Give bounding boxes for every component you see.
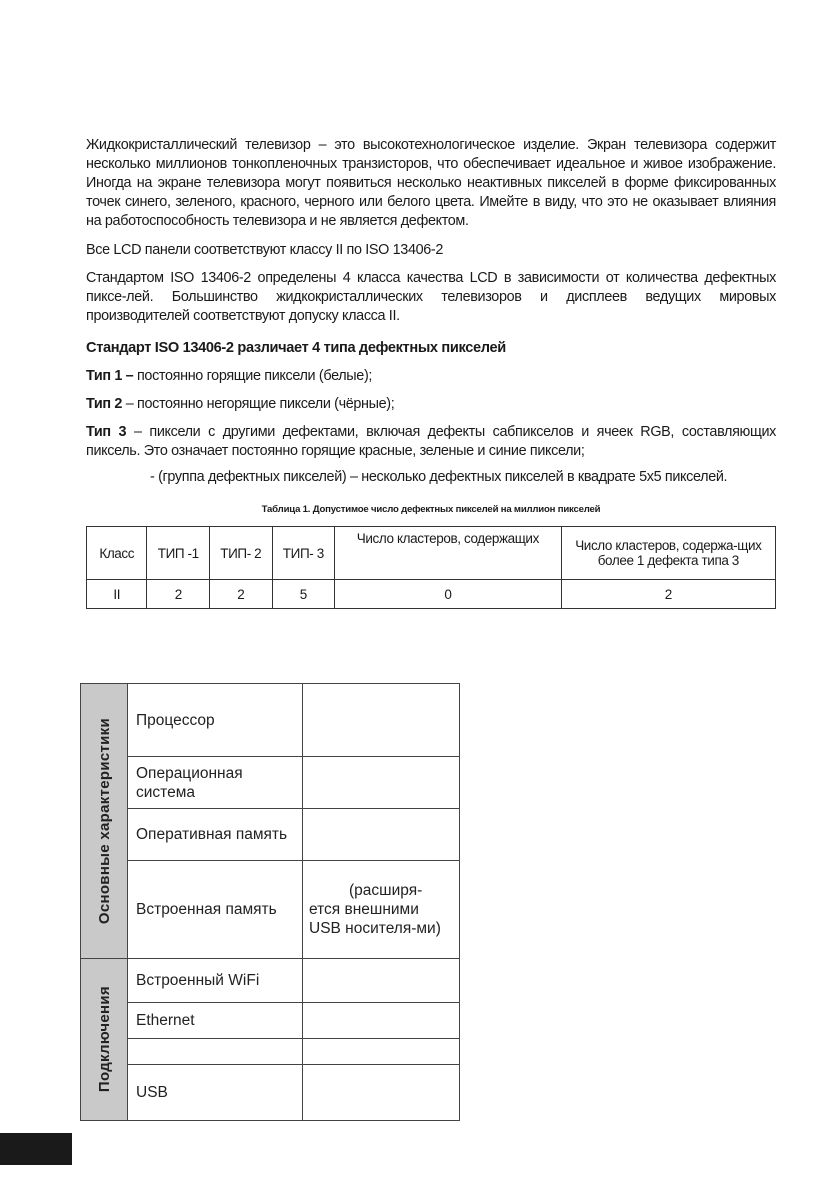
specs-table: [80, 683, 460, 1121]
col-type2: ТИП- 2: [210, 527, 273, 580]
type-3-text: – пиксели с другими дефектами, включая дефекты сабпикселов и ячеек RGB, составляющих пиксель. Это означает постоянно горящие красные, зеленые и синие пиксели;: [86, 424, 776, 459]
defect-types-heading: [86, 339, 776, 358]
type-3-item: [86, 423, 776, 461]
cell-type2: 2: [210, 580, 273, 609]
standard-paragraph: [86, 269, 776, 326]
spec-label: Оперативная память: [128, 809, 303, 861]
spec-row-empty: [81, 1039, 460, 1065]
page-footer-bar: [0, 1133, 72, 1165]
col-type3: ТИП- 3: [272, 527, 335, 580]
spec-row-storage: [81, 861, 460, 959]
type-2-item: [86, 395, 776, 414]
section-main-label: Основные характеристики: [95, 717, 113, 925]
spec-row-ram: [81, 809, 460, 861]
spec-value: [303, 1039, 460, 1065]
cluster-text: - (группа дефектных пикселей) – несколько дефектных пикселей в квадрате 5x5 пикселей.: [150, 469, 728, 485]
intro-paragraph: [86, 136, 776, 231]
spec-value: [303, 809, 460, 861]
cell-clusters-type3: 2: [561, 580, 775, 609]
spec-row-usb: [81, 1065, 460, 1121]
spec-value: [303, 1065, 460, 1121]
spec-label: USB: [128, 1065, 303, 1121]
spec-value: [303, 757, 460, 809]
spec-value: [303, 959, 460, 1003]
spec-row-os: [81, 757, 460, 809]
cell-clusters: 0: [335, 580, 562, 609]
type-1-label: Тип 1 –: [86, 368, 134, 384]
table-header-row: [87, 527, 776, 580]
class-statement: [86, 241, 776, 260]
cluster-item: [150, 468, 790, 487]
section-conn-cell: [81, 959, 128, 1121]
spec-label: [128, 1039, 303, 1065]
table-row: [87, 580, 776, 609]
spec-value: [303, 1003, 460, 1039]
spec-row-wifi: [81, 959, 460, 1003]
spec-label: Ethernet: [128, 1003, 303, 1039]
cell-class: II: [87, 580, 147, 609]
type-3-label: Тип 3: [86, 424, 127, 440]
col-type1: ТИП -1: [147, 527, 210, 580]
type-2-label: Тип 2: [86, 396, 123, 412]
cell-type3: 5: [272, 580, 335, 609]
section-main-cell: [81, 684, 128, 959]
storage-note: (расширя-ется внешними USB носителя-ми): [309, 882, 441, 937]
type-1-text: постоянно горящие пиксели (белые);: [133, 368, 373, 384]
spec-label: Встроенный WiFi: [128, 959, 303, 1003]
defect-pixels-table: [86, 526, 776, 609]
spec-value: [303, 684, 460, 757]
type-2-text: – постоянно негорящие пиксели (чёрные);: [122, 396, 395, 412]
spec-row-processor: [81, 684, 460, 757]
standard-text: Стандартом ISO 13406-2 определены 4 класса качества LCD в зависимости от количества дефектных пиксе-лей. Большинство жидкокристаллических телевизоров и дисплеев ведущих мировых производителей соответствуют допуску класса II.: [86, 270, 776, 324]
intro-text: Жидкокристаллический телевизор – это высокотехнологическое изделие. Экран телевизора содержит несколько миллионов тонкопленочных транзисторов, что обеспечивает идеальное и живое изображение. Иногда на экране телевизора могут появиться несколько неактивных пикселей в форме фиксированных точек синего, зеленого, красного, черного или белого цвета. Имейте в виду, что это не оказывает влияния на работоспособность телевизора и не является дефектом.: [86, 137, 776, 229]
spec-label: Процессор: [128, 684, 303, 757]
spec-row-ethernet: [81, 1003, 460, 1039]
class-statement-text: Все LCD панели соответствуют классу II по ISO 13406-2: [86, 242, 444, 258]
col-clusters-type3: Число кластеров, содержа-щих более 1 дефекта типа 3: [561, 527, 775, 580]
col-class: Класс: [87, 527, 147, 580]
spec-label: Встроенная память: [128, 861, 303, 959]
spec-value-storage: [303, 861, 460, 959]
cell-type1: 2: [147, 580, 210, 609]
type-1-item: [86, 367, 776, 386]
spec-label: Операционная система: [128, 757, 303, 809]
heading-text: Стандарт ISO 13406-2 различает 4 типа дефектных пикселей: [86, 340, 506, 356]
col-clusters: Число кластеров, содержащих: [335, 527, 562, 580]
section-conn-label: Подключения: [95, 986, 113, 1093]
table-caption: Таблица 1. Допустимое число дефектных пикселей на миллион пикселей: [261, 504, 601, 515]
